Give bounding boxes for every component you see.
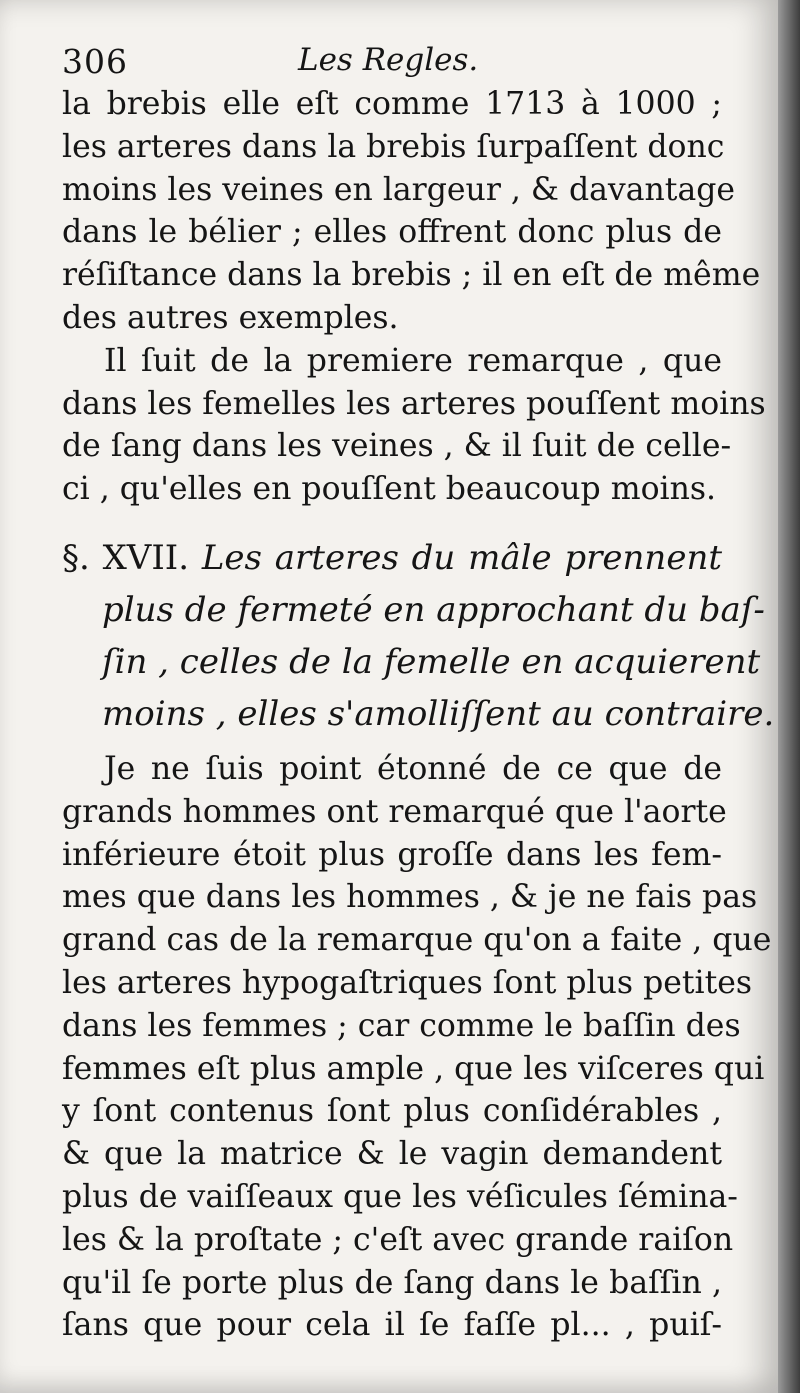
running-head: Les Regles. — [298, 42, 479, 78]
paragraph-3 — [62, 748, 772, 1347]
paragraph-1-and-2 — [62, 83, 766, 511]
text-line: la brebis elle eſt comme 1713 à 1000 ; — [62, 86, 722, 122]
text-line: femmes eſt plus ample , que les viſceres qui — [62, 1050, 765, 1087]
section-title-line: ſin , celles de la femelle en acquierent — [102, 642, 761, 682]
text-line: de ſang dans les veines , & il ſuit de celle- — [62, 428, 732, 465]
section-title-line: Les arteres du mâle prennent — [201, 538, 723, 578]
section-heading — [62, 532, 775, 740]
text-line: dans les femelles les arteres pouſſent moins — [62, 385, 766, 422]
text-line: grands hommes ont remarqué que l'aorte — [62, 793, 727, 830]
text-line: ci , qu'elles en pouſſent beaucoup moins. — [62, 471, 717, 508]
section-title-line: plus de fermeté en approchant du baſ- — [102, 590, 765, 630]
text-line: ſans que pour cela il ſe faſſe pl... , puiſ- — [62, 1307, 722, 1344]
text-line: les arteres hypogaſtriques ſont plus petites — [62, 964, 753, 1001]
text-line: des autres exemples. — [62, 299, 399, 336]
text-line: moins les veines en largeur , & davantage — [62, 171, 736, 208]
text-line: dans les femmes ; car comme le baſſin des — [62, 1007, 741, 1044]
text-line: les arteres dans la brebis ſurpaſſent donc — [62, 128, 725, 165]
text-line: les & la proſtate ; c'eſt avec grande raiſon — [62, 1221, 734, 1258]
text-line: y ſont contenus ſont plus conſidérables , — [62, 1093, 722, 1130]
section-title-line: moins , elles s'amolliſſent au contraire. — [102, 694, 775, 734]
text-line: Je ne ſuis point étonné de ce que de — [104, 751, 722, 787]
text-line: qu'il ſe porte plus de ſang dans le baſſin , — [62, 1264, 722, 1301]
page-number: 306 — [62, 42, 128, 81]
section-line — [62, 532, 722, 584]
text-line: & que la matrice & le vagin demandent — [62, 1136, 722, 1173]
text-line: mes que dans les hommes , & je ne fais pas — [62, 879, 758, 916]
text-line: dans le bélier ; elles offrent donc plus de — [62, 214, 722, 251]
section-number: §. XVII. — [62, 538, 190, 578]
text-line: réſiſtance dans la brebis ; il en eſt de même — [62, 257, 761, 294]
text-line: Il ſuit de la premiere remarque , que — [104, 342, 722, 379]
text-line: plus de vaiſſeaux que les véſicules ſémina- — [62, 1178, 738, 1215]
text-line: grand cas de la remarque qu'on a faite , que — [62, 922, 772, 959]
text-line: inférieure étoit plus groſſe dans les fem- — [62, 836, 722, 873]
page-edge-shadow — [778, 0, 800, 1393]
page-header — [62, 42, 722, 86]
